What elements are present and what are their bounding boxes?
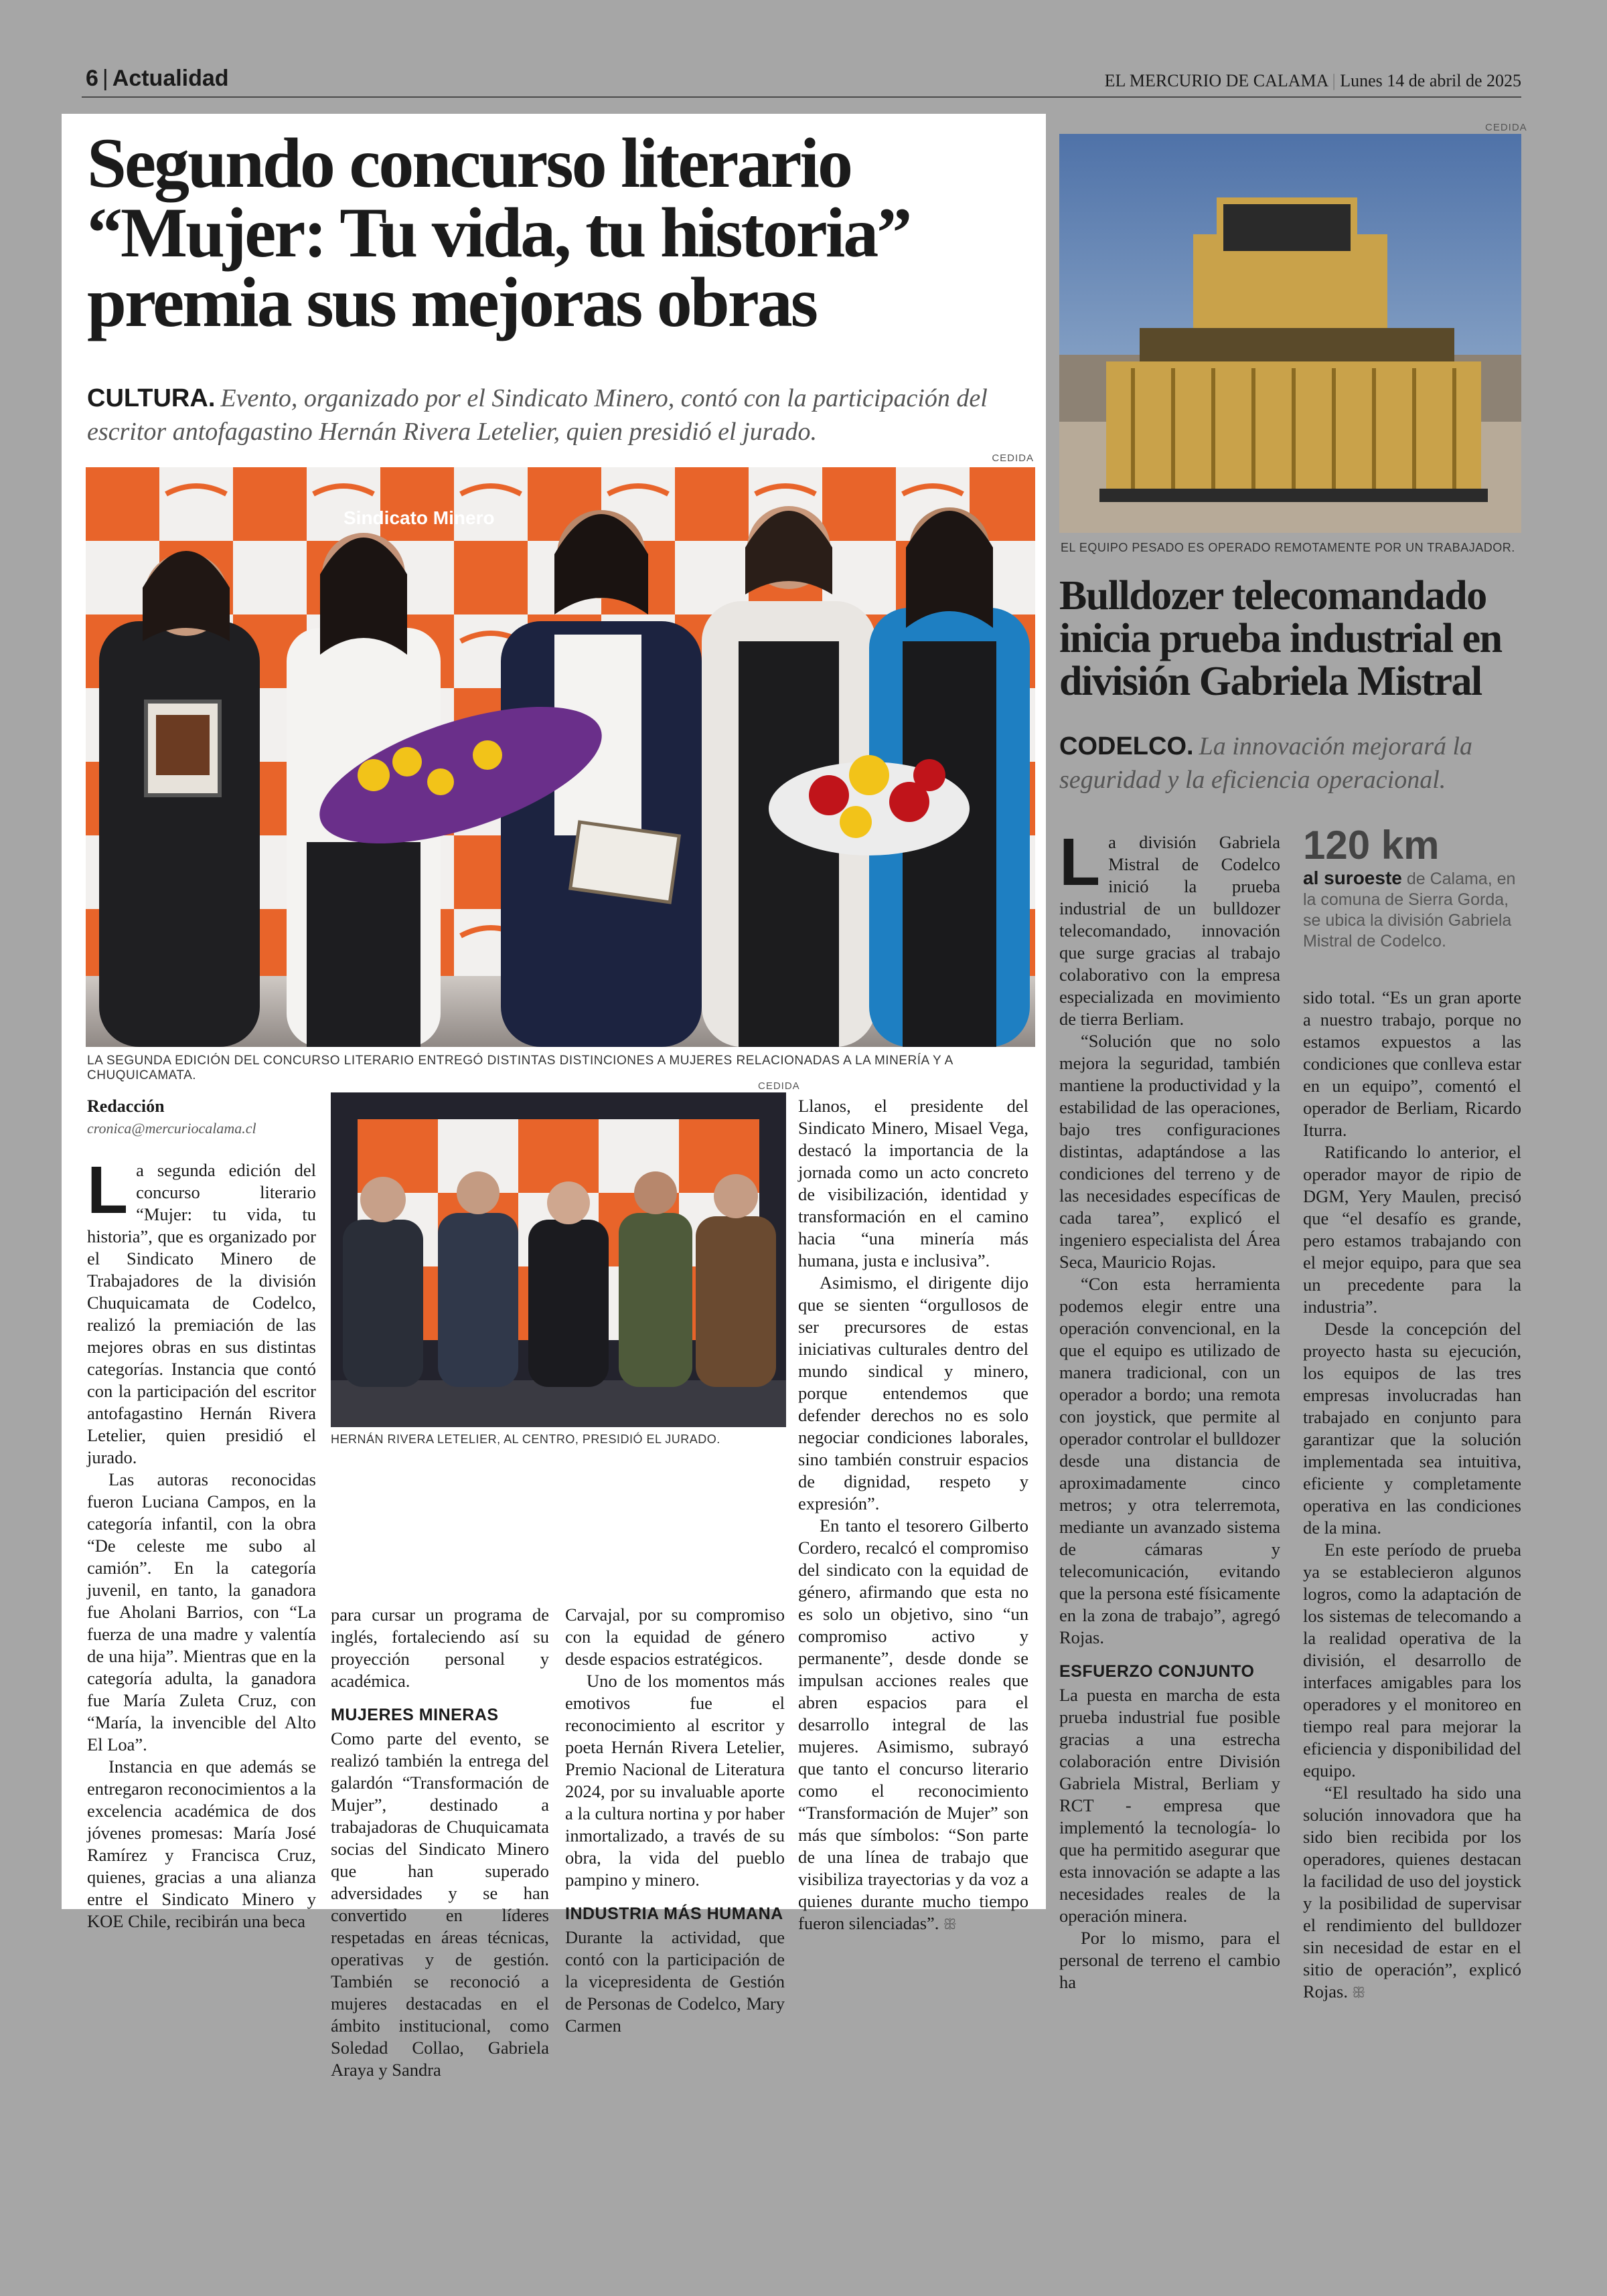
side-headline-line-2: inicia prueba industrial en: [1059, 616, 1502, 661]
side-paragraph-2: “Solución que no solo mejora la seguridad, también mantiene la productividad y la estabilidad de las operaciones, bajo tres configuraciones distintas, adaptándose a las condiciones del terreno y de las necesidades específicas de cada tarea”, explicó el ingeniero especialista del Área Seca, Mauricio Rojas.: [1059, 1031, 1280, 1272]
byline-author: Redacción: [87, 1096, 165, 1116]
main-headline: [87, 124, 1024, 341]
publication-date: Lunes 14 de abril de 2025: [1340, 71, 1521, 90]
main-article: [62, 114, 1046, 2080]
side-paragraph-1: La división Gabriela Mistral de Codelco inició la prueba industrial de un bulldozer telecomandado, innovación que surge gracias al trabajo colaborativo con la empresa especializada en movimiento de tierra Berliam.: [1059, 825, 1280, 1029]
main-paragraph-11: En tanto el tesorero Gilberto Cordero, recalcó el compromiso del sindicato con la equidad de género, afirmando que esta no es solo un objetivo, sino “un compromiso activo y permanente”, desde donde se impulsan acciones reales que abren espacios para el desarrollo integral de las mujeres. Asimismo, subrayó que tanto el concurso literario como el reconocimiento “Transformación de Mujer” son más que símbolos: “Son parte de una línea de trabajo que visibiliza trayectorias y da voz a quienes durante mucho tiempo fueron silenciadas”. ꕥ: [798, 1515, 1028, 1933]
page-number: 6: [86, 66, 98, 91]
side-photo-credit: CEDIDA: [1485, 122, 1527, 133]
fact-box: [1303, 823, 1517, 952]
side-paragraph-8: Desde la concepción del proyecto hasta su ejecución, los equipos de las tres empresas involucradas han trabajado en conjunto para garantizar que la solución implementada sea intuitiva, eficiente y completamente operativa en las condiciones de la mina.: [1303, 1319, 1521, 1538]
main-column-4: [798, 1095, 1028, 1935]
headline-line-1: Segundo concurso literario: [87, 124, 851, 202]
headline-line-2: “Mujer: Tu vida, tu historia”: [87, 193, 911, 272]
fact-text: al suroeste de Calama, en la comuna de Sierra Gorda, se ubica la división Gabriela Mistral de Codelco.: [1303, 868, 1516, 951]
main-paragraph-3: Instancia en que además se entregaron reconocimientos a la excelencia académica de dos jóvenes promesas: María José Ramírez y Francisca Cruz, quienes, gracias a una alianza entre el Sindicato Minero y KOE Chile, recibirán una beca: [87, 1756, 316, 1931]
side-paragraph-5: Por lo mismo, para el personal de terreno el cambio ha: [1059, 1928, 1280, 1992]
subhead-industria-humana: INDUSTRIA MÁS HUMANA: [565, 1904, 783, 1923]
side-paragraph-7: Ratificando lo anterior, el operador mayor de ripio de DGM, Yery Maulen, precisó que “el desafío es grande, pero estamos trabajando con el mejor equipo, para que sea un precedente para la industria”.: [1303, 1142, 1521, 1317]
main-dropcap: L: [87, 1153, 129, 1228]
main-photo-image: [86, 467, 1035, 1047]
page-header: [82, 64, 1521, 98]
side-lede: [1059, 730, 1528, 797]
side-paragraph-3: “Con esta herramienta podemos elegir entre una operación convencional, en la que el equipo es utilizado de manera tradicional, con un operador a bordo; una remota con joystick, que permite al operador controlar el bulldozer desde una distancia de aproximadamente cinco metros; y otra telerremota, mediante un avanzado sistema de cámaras y telecomunicación, evitando que la persona esté físicamente en la zona de trabajo”, agregó Rojas.: [1059, 1274, 1280, 1647]
fact-value: 120 km: [1303, 823, 1440, 868]
main-paragraph-1: La segunda edición del concurso literario “Mujer: tu vida, tu historia”, que es organizado por el Sindicato Minero de Trabajadores de la división Chuquicamata de Codelco, realizó la premiación de las mejores obras en sus distintas categorías. Instancia que contó con la participación del escritor antofagastino Hernán Rivera Letelier, quien presidió el jurado.: [87, 1153, 316, 1467]
main-lede-text: Evento, organizado por el Sindicato Minero, contó con la participación del escritor antofagastino Hernán Rivera Letelier, quien presidió el jurado.: [87, 384, 988, 446]
side-lede-text: La innovación mejorará la seguridad y la eficiencia operacional.: [1059, 732, 1473, 794]
fact-bold: al suroeste: [1303, 868, 1402, 888]
main-lede: [87, 382, 1024, 448]
byline-email[interactable]: cronica@mercuriocalama.cl: [87, 1120, 256, 1137]
small-photo-image: [331, 1092, 786, 1427]
small-photo-caption: HERNÁN RIVERA LETELIER, AL CENTRO, PRESIDIÓ EL JURADO.: [331, 1432, 720, 1446]
subhead-esfuerzo-conjunto: ESFUERZO CONJUNTO: [1059, 1662, 1255, 1681]
main-photo-credit: CEDIDA: [992, 453, 1034, 464]
side-headline-line-3: división Gabriela Mistral: [1059, 659, 1482, 704]
side-paragraph-4: La puesta en marcha de esta prueba industrial fue posible gracias a una estrecha colaboración entre División Gabriela Mistral, Berliam y RCT - empresa que implementó la tecnología- lo que ha permitido asegurar que esta innovación se adapte a las necesidades reales de la operación minera.: [1059, 1685, 1280, 1926]
side-kicker: CODELCO.: [1059, 732, 1194, 760]
main-photo: [86, 467, 1035, 1047]
main-paragraph-2: Las autoras reconocidas fueron Luciana Campos, en la categoría infantil, con la obra “De celeste me subo al camión”. En la categoría juvenil, en tanto, la ganadora fue Aholani Barrios, con “La fuerza de una madre y valentía de una hija”. Mientras que en la categoría adulta, la ganadora fue María Zuleta Cruz, con “María, la invencible del Alto El Loa”.: [87, 1469, 316, 1754]
main-column-3: [565, 1604, 785, 2037]
main-paragraph-8: Durante la actividad, que contó con la participación de la vicepresidenta de Gestión de Personas de Codelco, Mary Carmen: [565, 1927, 785, 2036]
side-paragraph-10: “El resultado ha sido una solución innovadora que ha sido bien recibida por los operadores, quienes destacan la facilidad de uso del joystick y la posibilidad de supervisar el rendimiento del bulldozer sin necesidad de estar en el sitio de operación”, explicó Rojas. ꕥ: [1303, 1783, 1521, 2001]
main-photo-caption: LA SEGUNDA EDICIÓN DEL CONCURSO LITERARIO ENTREGÓ DISTINTAS DISTINCIONES A MUJERES RELACIONADAS A LA MINERÍA Y A CHUQUICAMATA.: [87, 1054, 953, 1082]
main-paragraph-5: Como parte del evento, se realizó también la entrega del galardón “Transformación de Mujer”, destinado a trabajadoras de Chuquicamata socias del Sindicato Minero que han superado adversidades y se han convertido en líderes respetadas en áreas técnicas, operativas y de gestión. También se reconoció a mujeres destacadas en el ámbito institucional, como Soledad Collao, Gabriela Araya y Sandra: [331, 1728, 549, 2080]
end-mark-icon: ꕥ: [943, 1916, 957, 1933]
side-paragraph-9: En este período de prueba ya se establecieron algunos logros, como la adaptación de los sistemas de telecomando a la realidad operativa de la división, el desarrollo de interfaces amigables para los operadores y el monitoreo en tiempo real para mejorar la eficiencia y disponibilidad del equipo.: [1303, 1540, 1521, 1781]
section-label: 6 | Actualidad: [86, 66, 229, 91]
backdrop-logo-text: Sindicato Minero: [343, 507, 495, 528]
main-column-1: [87, 1095, 316, 1933]
main-column-2: [331, 1604, 549, 2081]
side-column-2: [1303, 987, 1521, 2003]
side-headline: [1059, 574, 1528, 703]
main-paragraph-10: Asimismo, el dirigente dijo que se sienten “orgullosos de ser precursores de estas iniciativas culturales dentro del mundo sindical y minero, porque entendemos que defender derechos no es solo negociar condiciones laborales, sino también construir espacios de dignidad, respeto y expresión”.: [798, 1273, 1028, 1513]
side-paragraph-6: sido total. “Es un gran aporte a nuestro trabajo, porque no estamos expuestos a las condiciones que conlleva estar en un equipo”, comentó el operador de Berliam, Ricardo Iturra.: [1303, 987, 1521, 1140]
publication-name: EL MERCURIO DE CALAMA: [1104, 71, 1328, 90]
section-name: Actualidad: [112, 66, 229, 91]
side-photo-caption: EL EQUIPO PESADO ES OPERADO REMOTAMENTE POR UN TRABAJADOR.: [1061, 541, 1515, 554]
main-kicker: CULTURA.: [87, 384, 216, 412]
side-dropcap: L: [1059, 825, 1101, 900]
small-photo: [331, 1092, 786, 1427]
main-paragraph-7: Uno de los momentos más emotivos fue el reconocimiento al escritor y poeta Hernán Rivera Letelier, Premio Nacional de Literatura 2024, por su invaluable aporte a la cultura nortina y por haber inmortalizado, a través de su obra, la vida del pueblo pampino y minero.: [565, 1671, 785, 1890]
small-photo-credit: CEDIDA: [758, 1080, 800, 1092]
main-paragraph-4: para cursar un programa de inglés, fortaleciendo así su proyección personal y académica.: [331, 1605, 549, 1691]
headline-line-3: premia sus mejoras obras: [87, 263, 817, 341]
side-photo: [1059, 134, 1521, 533]
subhead-mujeres-mineras: MUJERES MINERAS: [331, 1706, 499, 1724]
side-column-1: [1059, 825, 1280, 1993]
main-paragraph-9: Llanos, el presidente del Sindicato Minero, Misael Vega, destacó la importancia de la jornada como un acto concreto de visibilización, identidad y transformación en el camino hacia “una minería más humana, justa e inclusiva”.: [798, 1096, 1028, 1270]
main-paragraph-6: Carvajal, por su compromiso con la equidad de género desde espacios estratégicos.: [565, 1605, 785, 1669]
side-end-mark-icon: ꕥ: [1352, 1984, 1366, 2001]
side-photo-image: [1059, 134, 1521, 533]
publication-info: EL MERCURIO DE CALAMA | Lunes 14 de abril de 2025: [1104, 71, 1521, 90]
side-headline-line-1: Bulldozer telecomandado: [1059, 573, 1486, 619]
